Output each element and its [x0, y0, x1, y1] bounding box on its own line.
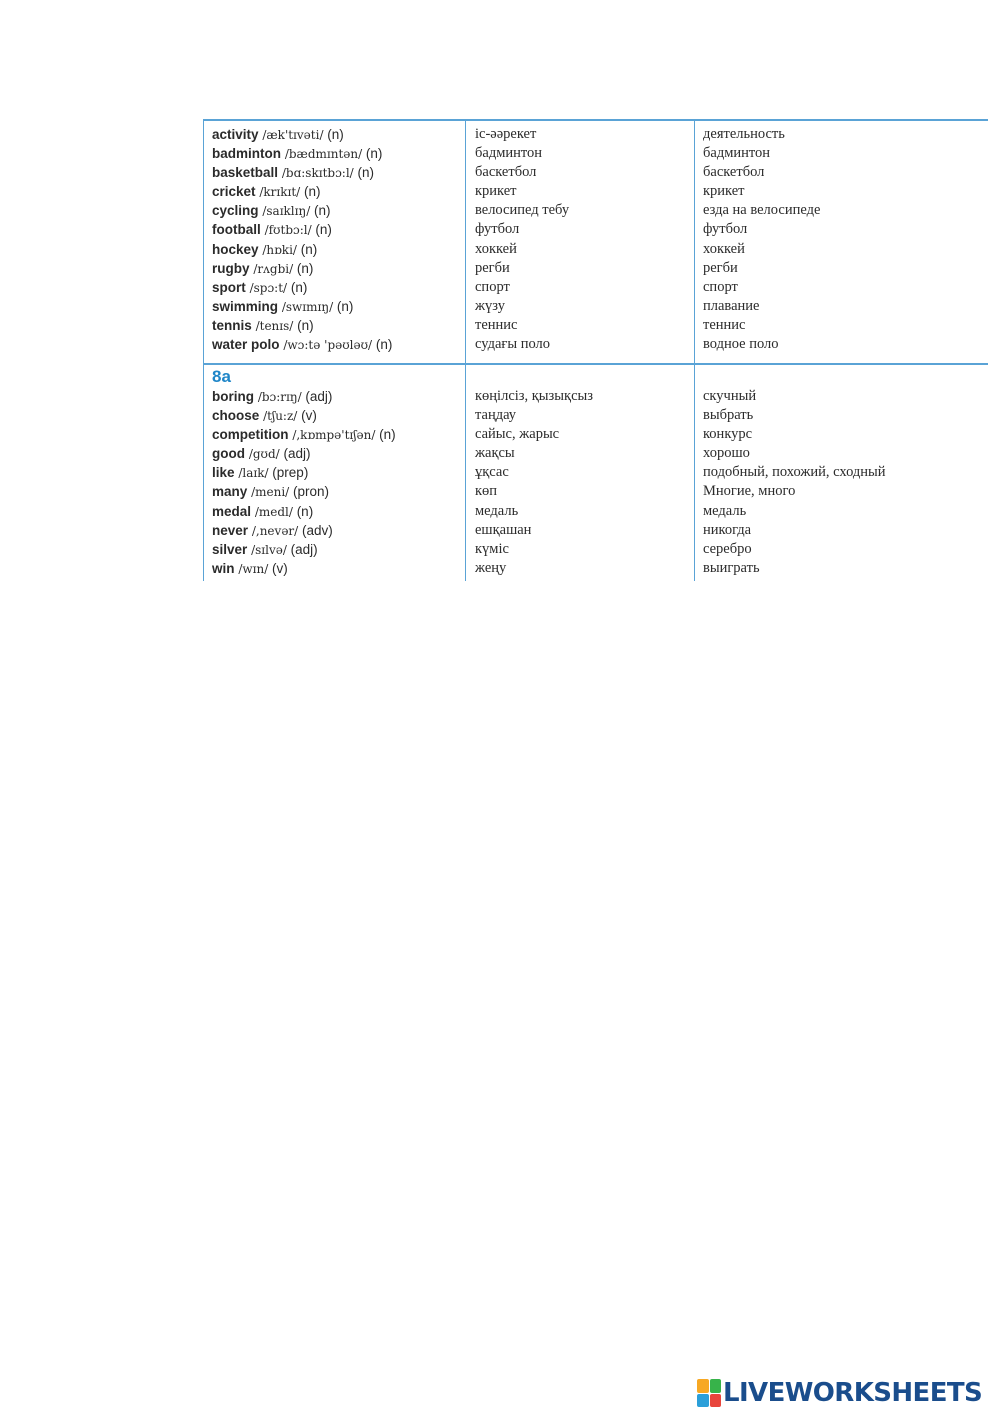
russian-translation: выиграть [703, 559, 760, 576]
russian-translation: конкурс [703, 426, 753, 443]
kazakh-translation: медаль [475, 502, 519, 519]
russian-translation: никогда [703, 521, 752, 538]
phonetic-transcription: /æk'tɪvəti/ [258, 128, 324, 142]
part-of-speech: (n) [362, 146, 383, 162]
part-of-speech: (n) [333, 298, 354, 314]
english-word: badminton [212, 146, 281, 162]
kazakh-translation: көп [475, 483, 498, 500]
vocab-row [203, 482, 988, 501]
part-of-speech: (n) [293, 317, 314, 333]
vocab-row [203, 259, 988, 278]
vocab-row [203, 502, 988, 521]
phonetic-transcription: /wɔ:tə 'pəʊləʊ/ [279, 338, 373, 353]
kazakh-translation: жеңу [475, 559, 507, 576]
kazakh-translation: спорт [475, 278, 510, 295]
russian-translation: футбол [703, 221, 748, 238]
section-heading-row [203, 367, 988, 387]
russian-translation: регби [703, 259, 738, 276]
liveworksheets-logo [697, 1378, 982, 1408]
part-of-speech: (n) [372, 337, 393, 353]
unit-heading: 8a [212, 367, 231, 386]
english-entry [212, 463, 308, 483]
english-entry [212, 163, 374, 183]
kazakh-translation: таңдау [475, 407, 517, 424]
english-entry [212, 444, 310, 464]
kazakh-translation: іс-әәрекет [475, 126, 537, 142]
phonetic-transcription: /krɪkɪt/ [255, 185, 301, 200]
russian-translation: езда на велосипеде [703, 202, 821, 219]
vocab-row [203, 387, 988, 406]
part-of-speech: (n) [292, 503, 314, 519]
kazakh-translation: крикет [475, 183, 517, 200]
russian-translation: медаль [703, 502, 747, 519]
russian-translation: хоккей [703, 240, 745, 257]
part-of-speech: (n) [375, 427, 396, 443]
russian-translation: бадминтон [703, 145, 771, 162]
part-of-speech: (n) [296, 241, 318, 257]
russian-translation: баскетбол [703, 164, 765, 181]
part-of-speech: (n) [310, 203, 331, 219]
kazakh-translation: велосипед тебу [475, 202, 570, 219]
phonetic-transcription: /meni/ [247, 485, 290, 500]
kazakh-translation: теннис [475, 316, 518, 333]
english-entry [212, 182, 320, 202]
kazakh-translation: регби [475, 259, 510, 276]
vocab-row [203, 540, 988, 559]
logo-badge-tile [710, 1394, 722, 1408]
vocab-row [203, 444, 988, 463]
phonetic-transcription: /bɑ:skɪtbɔ:l/ [278, 166, 354, 181]
part-of-speech: (n) [287, 279, 308, 295]
phonetic-transcription: /laɪk/ [234, 466, 269, 481]
english-word: rugby [212, 260, 250, 276]
kazakh-translation: күміс [475, 540, 509, 557]
english-word: hockey [212, 241, 259, 257]
phonetic-transcription: /,nevər/ [248, 523, 299, 538]
russian-translation: крикет [703, 183, 745, 200]
english-entry [212, 540, 318, 560]
english-word: cycling [212, 203, 259, 219]
russian-translation: хорошо [703, 445, 750, 462]
part-of-speech: (adj) [286, 541, 318, 557]
vocab-row [203, 316, 988, 335]
english-word: cricket [212, 184, 256, 200]
vocab-row [203, 182, 988, 201]
english-entry [212, 387, 332, 407]
english-word: basketball [212, 165, 279, 181]
phonetic-transcription: /hɒki/ [258, 242, 297, 257]
vocab-row [203, 463, 988, 482]
english-word: swimming [212, 298, 279, 314]
vocabulary-table [203, 119, 988, 581]
english-word: activity [212, 127, 259, 142]
part-of-speech: (prep) [268, 465, 309, 481]
vocab-row [203, 220, 988, 239]
vocab-row [203, 278, 988, 297]
vocab-row [203, 201, 988, 220]
part-of-speech: (n) [311, 222, 332, 238]
vocab-row [203, 240, 988, 259]
english-word: water polo [212, 337, 280, 353]
phonetic-transcription: /fʊtbɔ:l/ [260, 223, 312, 238]
english-entry [212, 220, 332, 240]
english-word: good [212, 446, 245, 462]
kazakh-translation: көңілсіз, қызықсыз [475, 388, 593, 404]
russian-translation: водное поло [703, 336, 779, 353]
english-word: competition [212, 427, 289, 443]
kazakh-translation: ешқашан [475, 521, 532, 538]
russian-translation: подобный, похожий, сходный [703, 464, 886, 481]
part-of-speech: (n) [293, 260, 314, 276]
part-of-speech: (n) [353, 165, 374, 181]
english-entry [212, 259, 313, 279]
phonetic-transcription: /tenɪs/ [251, 318, 294, 333]
english-word: silver [212, 541, 248, 557]
phonetic-transcription: /sɪlvə/ [247, 542, 287, 557]
part-of-speech: (n) [300, 184, 321, 200]
english-word: medal [212, 503, 252, 519]
kazakh-translation: ұқсас [475, 464, 509, 481]
english-word: like [212, 465, 235, 481]
kazakh-translation: футбол [475, 221, 520, 238]
english-word: boring [212, 389, 254, 404]
vocabulary-section-sports [203, 125, 988, 354]
phonetic-transcription: /swɪmɪŋ/ [278, 299, 334, 314]
part-of-speech: (pron) [289, 484, 329, 500]
kazakh-translation: баскетбол [475, 164, 537, 181]
english-entry [212, 297, 353, 317]
russian-translation: Многие, много [703, 483, 796, 500]
phonetic-transcription: /saɪklɪŋ/ [258, 204, 311, 219]
part-of-speech: (adj) [301, 389, 333, 404]
phonetic-transcription: /bɔ:rɪŋ/ [254, 390, 302, 404]
vocab-row [203, 335, 988, 354]
english-word: tennis [212, 317, 252, 333]
vocab-row [203, 425, 988, 444]
part-of-speech: (adj) [279, 446, 311, 462]
vocab-row [203, 144, 988, 163]
logo-badge-tile [710, 1379, 722, 1393]
logo-badge-tile [697, 1394, 709, 1408]
part-of-speech: (n) [323, 127, 344, 142]
russian-translation: серебро [703, 540, 752, 557]
phonetic-transcription: /tʃu:z/ [259, 409, 298, 424]
kazakh-translation: бадминтон [475, 145, 543, 162]
part-of-speech: (v) [268, 560, 288, 576]
english-word: many [212, 484, 248, 500]
english-entry [212, 201, 331, 221]
phonetic-transcription: /rʌgbi/ [249, 261, 294, 276]
russian-translation: деятельность [703, 126, 785, 142]
logo-text: LIVEWORKSHEETS [723, 1378, 983, 1408]
kazakh-translation: хоккей [475, 240, 517, 257]
russian-translation: плавание [703, 297, 760, 314]
english-word: win [212, 560, 235, 576]
english-entry [212, 316, 314, 336]
part-of-speech: (adv) [298, 522, 333, 538]
english-word: choose [212, 408, 260, 424]
vocabulary-section-8a [203, 367, 988, 578]
english-entry [212, 502, 313, 522]
russian-translation: выбрать [703, 407, 754, 424]
english-entry [212, 144, 382, 164]
vocab-row [203, 406, 988, 425]
russian-translation: теннис [703, 316, 746, 333]
kazakh-translation: судағы поло [475, 336, 551, 353]
kazakh-translation: жақсы [475, 445, 515, 462]
vocab-row [203, 163, 988, 182]
phonetic-transcription: /gʊd/ [245, 447, 280, 462]
logo-badge-tile [697, 1379, 709, 1393]
english-entry [212, 240, 317, 260]
vocab-row [203, 521, 988, 540]
russian-translation: спорт [703, 278, 738, 295]
english-entry [212, 335, 392, 355]
phonetic-transcription: /spɔ:t/ [245, 280, 288, 295]
english-entry [212, 125, 344, 145]
english-word: sport [212, 279, 246, 295]
vocab-row [203, 559, 988, 578]
english-entry [212, 521, 333, 541]
english-entry [212, 406, 317, 426]
part-of-speech: (v) [297, 408, 317, 424]
english-entry [212, 278, 307, 298]
english-entry [212, 425, 396, 445]
english-entry [212, 559, 288, 579]
english-word: never [212, 522, 249, 538]
phonetic-transcription: /medl/ [251, 504, 293, 519]
kazakh-translation: сайыс, жарыс [475, 426, 560, 443]
russian-translation: скучный [703, 388, 757, 404]
vocab-row [203, 297, 988, 316]
phonetic-transcription: /bædmɪntən/ [281, 147, 363, 162]
section-divider [203, 363, 988, 365]
phonetic-transcription: /wɪn/ [234, 561, 269, 576]
logo-badge-icon [697, 1379, 721, 1407]
phonetic-transcription: /,kɒmpə'tɪʃən/ [288, 428, 376, 443]
kazakh-translation: жүзу [475, 297, 505, 314]
vocab-row [203, 125, 988, 144]
english-entry [212, 482, 329, 502]
english-word: football [212, 222, 261, 238]
